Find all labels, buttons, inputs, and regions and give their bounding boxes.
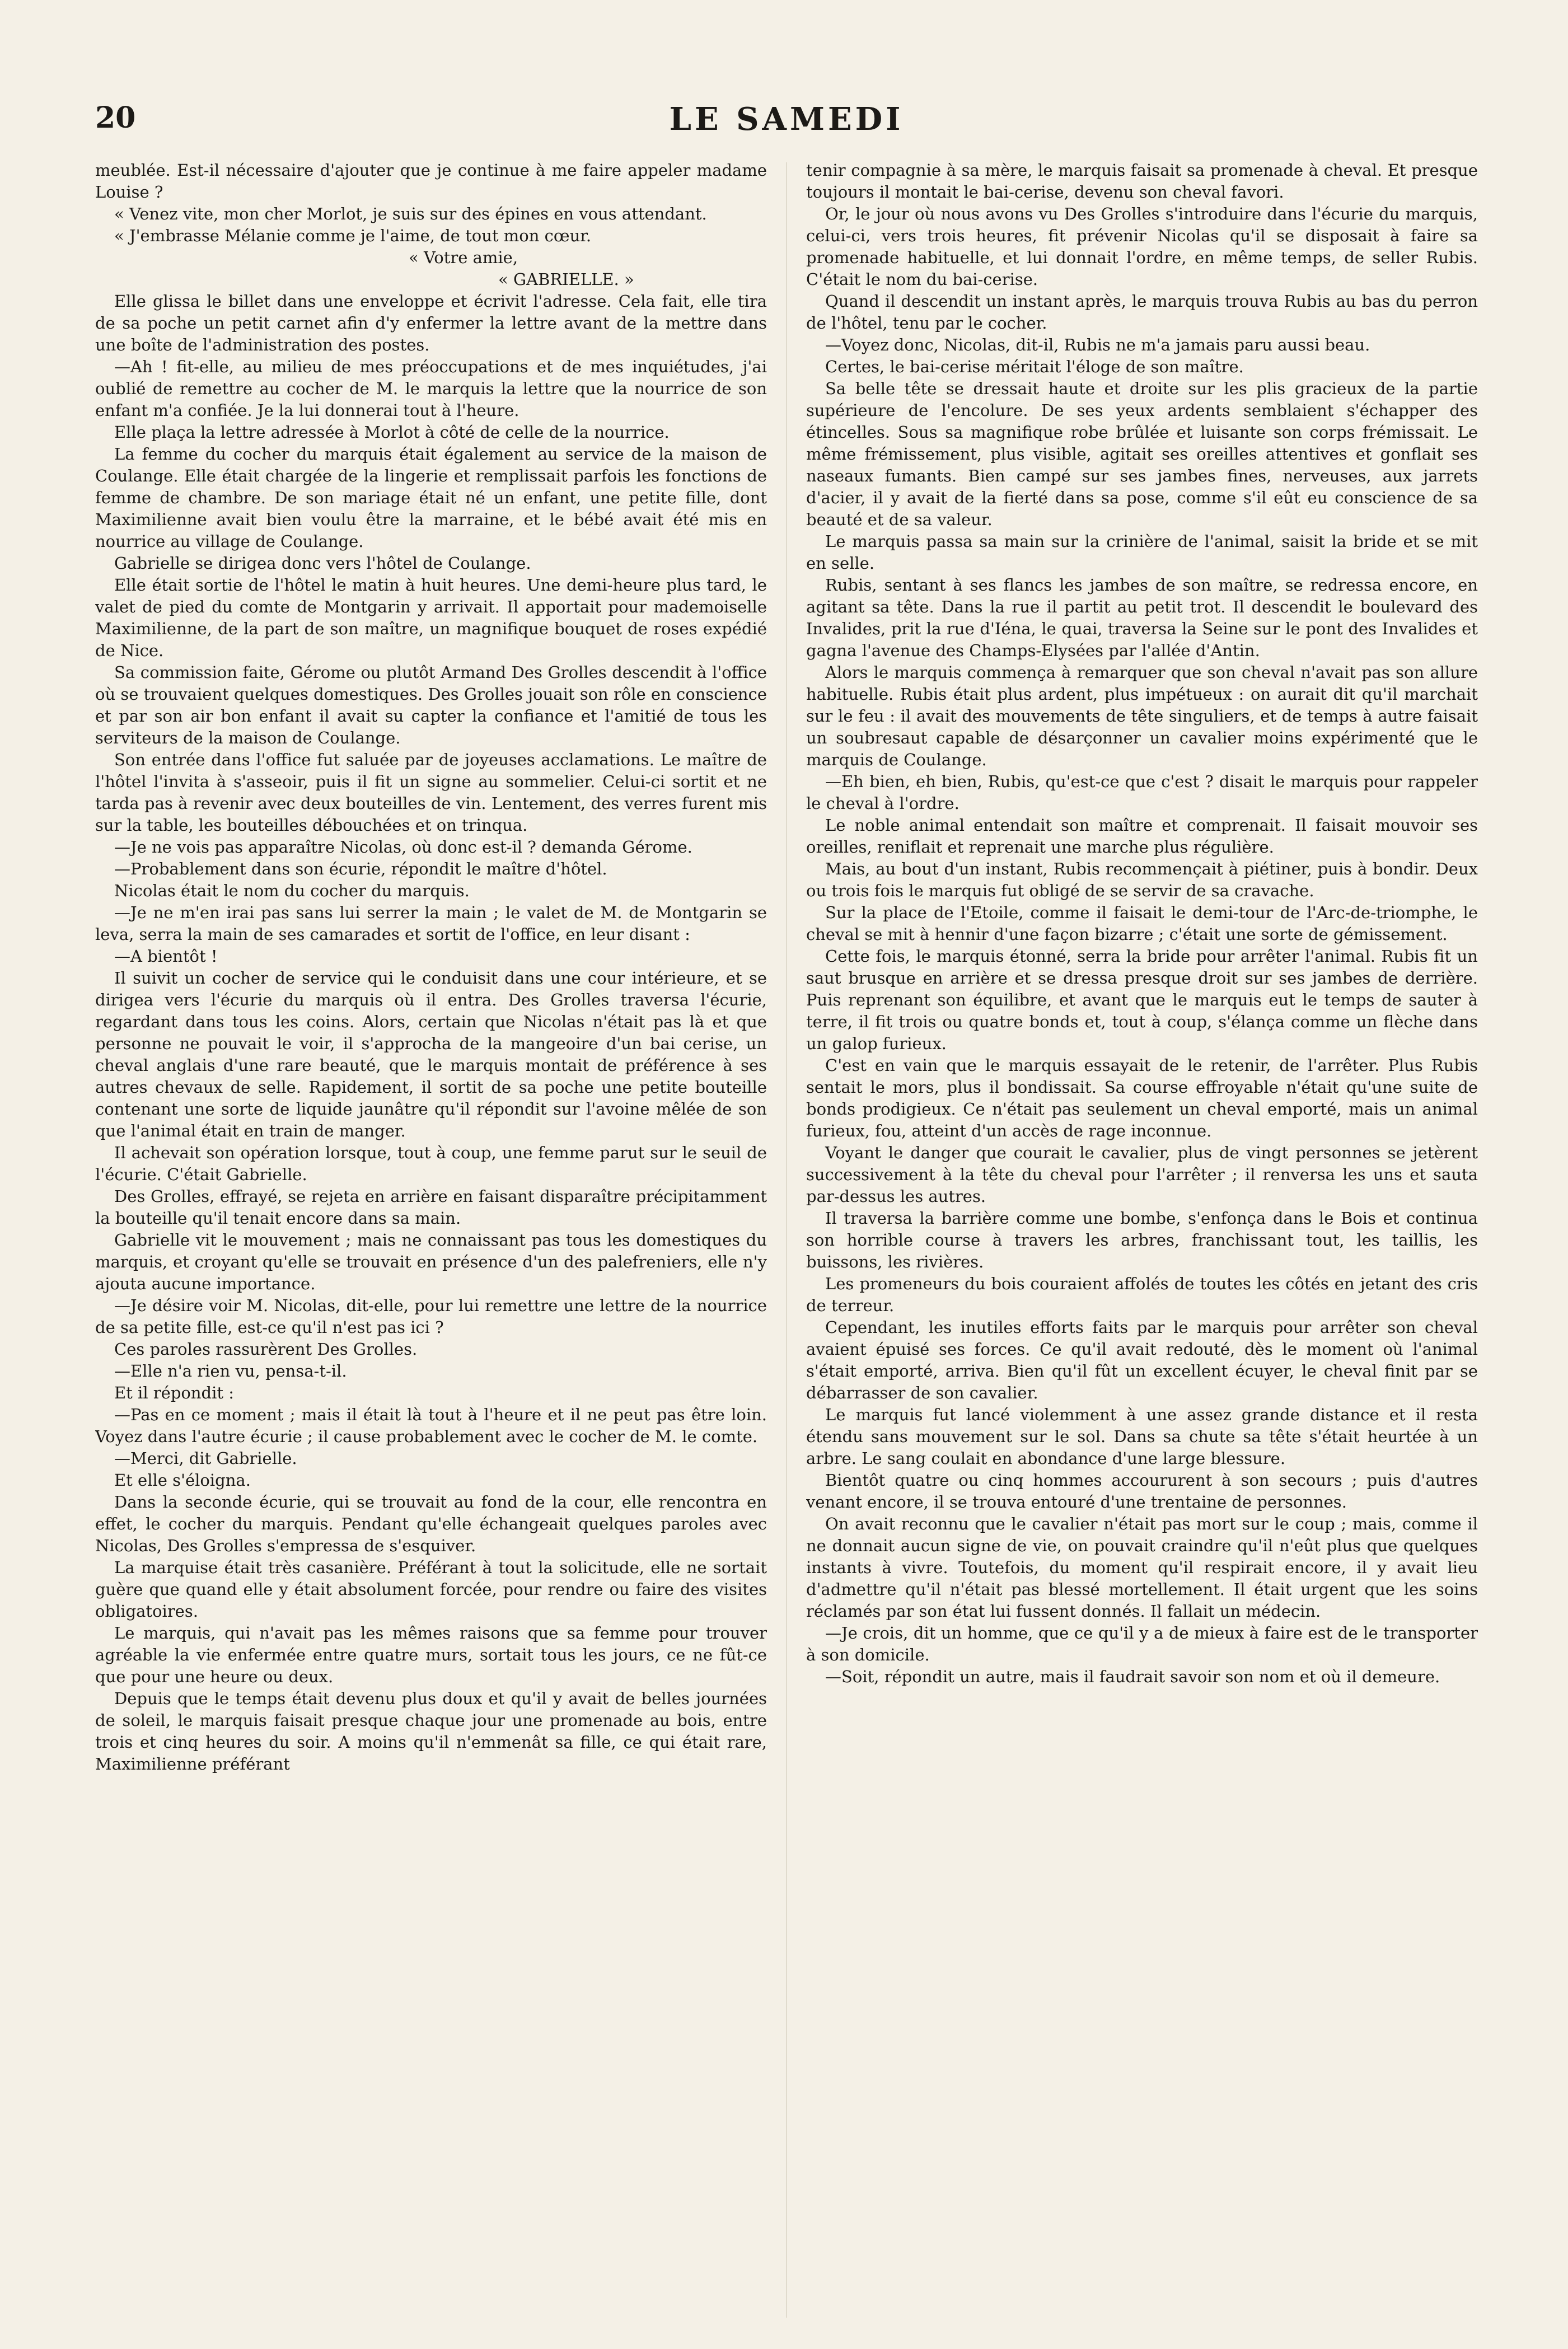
paragraph: meublée. Est-il nécessaire d'ajouter que je continue à me faire appeler madame Louise ?: [95, 161, 767, 202]
left-column: [95, 160, 767, 2320]
paragraph: C'est en vain que le marquis essayait de le retenir, de l'arrêter. Plus Rubis sentait le mors, plus il bondissait. Sa course effroyable n'était qu'une suite de bonds prodigieux. Ce n'était pas seulement un cheval emporté, mais un animal furieux, fou, atteint d'un accès de rage inconnue.: [806, 1056, 1478, 1140]
paragraph: —Pas en ce moment ; mais il était là tout à l'heure et il ne peut pas être loin. Voyez dans l'autre écurie ; il cause probablement avec le cocher de M. le comte.: [95, 1405, 767, 1446]
paragraph: —Elle n'a rien vu, pensa-t-il.: [114, 1361, 347, 1381]
paragraph: Sur la place de l'Etoile, comme il faisait le demi-tour de l'Arc-de-triomphe, le cheval se mit à hennir d'une façon bizarre ; c'était une sorte de gémissement.: [806, 903, 1478, 944]
page-header: [95, 101, 1478, 151]
paragraph: Le marquis passa sa main sur la crinière de l'animal, saisit la bride et se mit en selle.: [806, 532, 1478, 573]
paragraph: Sa belle tête se dressait haute et droite sur les plis gracieux de la partie supérieure de l'encolure. De ses yeux ardents semblaient s'échapper des étincelles. Sous sa magnifique robe brûlée et luisante son corps frémissait. Le même frémissement, plus visible, agitait ses oreilles attentives et gonflait ses naseaux fumants. Bien campé sur ses jambes fines, nerveuses, aux jarrets d'acier, il y avait de la fierté dans sa pose, comme s'il eût eu conscience de sa beauté et de sa valeur.: [806, 379, 1478, 529]
paragraph: —Eh bien, eh bien, Rubis, qu'est-ce que c'est ? disait le marquis pour rappeler le cheval à l'ordre.: [806, 772, 1478, 813]
paragraph: —Probablement dans son écurie, répondit le maître d'hôtel.: [114, 859, 607, 878]
paragraph: —Je désire voir M. Nicolas, dit-elle, pour lui remettre une lettre de la nourrice de sa petite fille, est-ce qu'il n'est pas ici ?: [95, 1296, 767, 1337]
paragraph: —Ah ! fit-elle, au milieu de mes préoccupations et de mes inquiétudes, j'ai oublié de remettre au cocher de M. le marquis la lettre que la nourrice de son enfant m'a confiée. Je la lui donnerai tout à l'heure.: [95, 357, 767, 420]
paragraph: —A bientôt !: [114, 947, 218, 966]
paragraph: Cependant, les inutiles efforts faits par le marquis pour arrêter son cheval avaient épuisé ses forces. Ce qu'il avait redouté, dès le moment où l'animal s'était emporté, arriva. Bien qu'il fût un excellent écuyer, le cheval finit par se débarrasser de son cavalier.: [806, 1318, 1478, 1402]
paragraph: —Je ne m'en irai pas sans lui serrer la main ; le valet de M. de Montgarin se leva, serra la main de ses camarades et sortit de l'office, en leur disant :: [95, 903, 767, 944]
paragraph: Le marquis, qui n'avait pas les mêmes raisons que sa femme pour trouver agréable la vie enfermée entre quatre murs, sortait tous les jours, ce ne fût-ce que pour une heure ou deux.: [95, 1623, 767, 1686]
right-column: [806, 160, 1478, 2320]
paragraph: Son entrée dans l'office fut saluée par de joyeuses acclamations. Le maître de l'hôtel l'invita à s'asseoir, puis il fit un signe au sommelier. Celui-ci sortit et ne tarda pas à revenir avec deux bouteilles de vin. Lentement, des verres furent mis sur la table, les bouteilles débouchées et on trinqua.: [95, 750, 767, 835]
paragraph: Dans la seconde écurie, qui se trouvait au fond de la cour, elle rencontra en effet, le cocher du marquis. Pendant qu'elle échangeait quelques paroles avec Nicolas, Des Grolles s'empressa de s'esquiver.: [95, 1492, 767, 1555]
paragraph: La femme du cocher du marquis était également au service de la maison de Coulange. Elle était chargée de la lingerie et remplissait parfois les fonctions de femme de chambre. De son mariage était né un enfant, une petite fille, dont Maximilienne avait bien voulu être la marraine, et le bébé avait été mis en nourrice au village de Coulange.: [95, 444, 767, 551]
letter-signature: « GABRIELLE. »: [498, 270, 634, 289]
paragraph: Elle plaça la lettre adressée à Morlot à côté de celle de la nourrice.: [114, 423, 670, 442]
page-number: 20: [95, 101, 136, 135]
paragraph: Il achevait son opération lorsque, tout à coup, une femme parut sur le seuil de l'écurie. C'était Gabrielle.: [95, 1143, 767, 1184]
paragraph: Quand il descendit un instant après, le marquis trouva Rubis au bas du perron de l'hôtel, tenu par le cocher.: [806, 292, 1478, 333]
paragraph: Gabrielle vit le mouvement ; mais ne connaissant pas tous les domestiques du marquis, et croyant qu'elle se trouvait en présence d'un des palefreniers, elle n'y ajouta aucune importance.: [95, 1230, 767, 1293]
paragraph: Mais, au bout d'un instant, Rubis recommençait à piétiner, puis à bondir. Deux ou trois fois le marquis fut obligé de se servir de sa cravache.: [806, 859, 1478, 900]
paragraph: Et il répondit :: [114, 1383, 235, 1402]
paragraph: Le marquis fut lancé violemment à une assez grande distance et il resta étendu sans mouvement sur le sol. Dans sa chute sa tête s'était heurtée à un arbre. Le sang coulait en abondance d'une large blessure.: [806, 1405, 1478, 1468]
paragraph: Voyant le danger que courait le cavalier, plus de vingt personnes se jetèrent successivement à la tête du cheval pour l'arrêter ; il renversa les uns et sauta par-dessus les autres.: [806, 1143, 1478, 1206]
paragraph: On avait reconnu que le cavalier n'était pas mort sur le coup ; mais, comme il ne donnait aucun signe de vie, on pouvait craindre qu'il n'eût plus que quelques instants à vivre. Toutefois, du moment qu'il respirait encore, il y avait lieu d'admettre qu'il n'était pas blessé mortellement. Il était urgent que les soins réclamés par son état lui fussent donnés. Il fallait un médecin.: [806, 1514, 1478, 1621]
paragraph: Or, le jour où nous avons vu Des Grolles s'introduire dans l'écurie du marquis, celui-ci, vers trois heures, fit prévenir Nicolas qu'il se disposait à faire sa promenade habituelle, et lui donnait l'ordre, en même temps, de seller Rubis. C'était le nom du bai-cerise.: [806, 204, 1478, 289]
paragraph: Bientôt quatre ou cinq hommes accoururent à son secours ; puis d'autres venant encore, il se trouva entouré d'une trentaine de personnes.: [806, 1471, 1478, 1512]
paragraph: —Je ne vois pas apparaître Nicolas, où donc est-il ? demanda Gérome.: [114, 837, 692, 857]
paragraph: Ces paroles rassurèrent Des Grolles.: [114, 1340, 418, 1359]
paragraph: Cette fois, le marquis étonné, serra la bride pour arrêter l'animal. Rubis fit un saut brusque en arrière et se dressa presque droit sur ses jambes de derrière. Puis reprenant son équilibre, et avant que le marquis eut le temps de sauter à terre, il fit trois ou quatre bonds et, tout à coup, s'élança comme un flèche dans un galop furieux.: [806, 947, 1478, 1053]
paragraph: tenir compagnie à sa mère, le marquis faisait sa promenade à cheval. Et presque toujours il montait le bai-cerise, devenu son cheval favori.: [806, 161, 1478, 202]
paragraph: Depuis que le temps était devenu plus doux et qu'il y avait de belles journées de soleil, le marquis faisait presque chaque jour une promenade au bois, entre trois et cinq heures du soir. A moins qu'il n'emmenât sa fille, ce qui était rare, Maximilienne préférant: [95, 1689, 767, 1774]
paragraph: Sa commission faite, Gérome ou plutôt Armand Des Grolles descendit à l'office où se trouvaient quelques domestiques. Des Grolles jouait son rôle en conscience et par son air bon enfant il avait su capter la confiance et l'amitié de tous les serviteurs de la maison de Coulange.: [95, 663, 767, 747]
letter-closing: « Votre amie,: [409, 248, 518, 267]
paragraph: Nicolas était le nom du cocher du marquis.: [114, 881, 470, 900]
paragraph: Alors le marquis commença à remarquer que son cheval n'avait pas son allure habituelle. Rubis était plus ardent, plus impétueux : on aurait dit qu'il marchait sur le feu : il avait des mouvements de tête singuliers, et de temps à autre faisait un soubresaut capable de désarçonner un cavalier moins expérimenté que le marquis de Coulange.: [806, 663, 1478, 769]
paragraph: Elle était sortie de l'hôtel le matin à huit heures. Une demi-heure plus tard, le valet de pied du comte de Montgarin y arrivait. Il apportait pour mademoiselle Maximilienne, de la part de son maître, un magnifique bouquet de roses expédié de Nice.: [95, 575, 767, 660]
paragraph: Le noble animal entendait son maître et comprenait. Il faisait mouvoir ses oreilles, reniflait et reprenait une marche plus régulière.: [806, 816, 1478, 857]
paragraph: « J'embrasse Mélanie comme je l'aime, de tout mon cœur.: [114, 226, 592, 245]
paragraph: Certes, le bai-cerise méritait l'éloge de son maître.: [825, 357, 1244, 376]
paragraph: —Je crois, dit un homme, que ce qu'il y a de mieux à faire est de le transporter à son domicile.: [806, 1623, 1478, 1664]
paragraph: Les promeneurs du bois couraient affolés de toutes les côtés en jetant des cris de terreur.: [806, 1274, 1478, 1315]
paragraph: Des Grolles, effrayé, se rejeta en arrière en faisant disparaître précipitamment la bouteille qu'il tenait encore dans sa main.: [95, 1187, 767, 1228]
paragraph: « Venez vite, mon cher Morlot, je suis sur des épines en vous attendant.: [114, 204, 707, 223]
paragraph: Rubis, sentant à ses flancs les jambes de son maître, se redressa encore, en agitant sa tête. Dans la rue il partit au petit trot. Il descendit le boulevard des Invalides, prit la rue d'Iéna, le quai, traversa la Seine sur le pont des Invalides et gagna l'avenue des Champs-Elysées par l'allée d'Antin.: [806, 575, 1478, 660]
paragraph: La marquise était très casanière. Préférant à tout la solicitude, elle ne sortait guère que quand elle y était absolument forcée, pour rendre ou faire des visites obligatoires.: [95, 1558, 767, 1621]
paragraph: Il traversa la barrière comme une bombe, s'enfonça dans le Bois et continua son horrible course à travers les arbres, franchissant tout, les taillis, les buissons, les rivières.: [806, 1209, 1478, 1271]
paragraph: —Voyez donc, Nicolas, dit-il, Rubis ne m'a jamais paru aussi beau.: [825, 335, 1370, 354]
paragraph: Gabrielle se dirigea donc vers l'hôtel de Coulange.: [114, 554, 531, 573]
paragraph: —Merci, dit Gabrielle.: [114, 1449, 297, 1468]
paragraph: —Soit, répondit un autre, mais il faudrait savoir son nom et où il demeure.: [825, 1667, 1440, 1686]
paragraph: Il suivit un cocher de service qui le conduisit dans une cour intérieure, et se dirigea vers l'écurie du marquis où il entra. Des Grolles traversa l'écurie, regardant dans tous les coins. Alors, certain que Nicolas n'était pas là et que personne ne pouvait le voir, il s'approcha de la mangeoire d'un bai cerise, un cheval anglais d'une rare beauté, que le marquis montait de préférence à ses autres chevaux de selle. Rapidement, il sortit de sa poche une petite bouteille contenant une sorte de liquide jaunâtre qu'il répondit sur l'avoine mêlée de son que l'animal était en train de manger.: [95, 968, 767, 1140]
paragraph: Et elle s'éloigna.: [114, 1471, 251, 1490]
paragraph: Elle glissa le billet dans une enveloppe et écrivit l'adresse. Cela fait, elle tira de sa poche un petit carnet afin d'y enfermer la lettre avant de la mettre dans une boîte de l'administration des postes.: [95, 292, 767, 354]
journal-title: LE SAMEDI: [669, 101, 904, 138]
